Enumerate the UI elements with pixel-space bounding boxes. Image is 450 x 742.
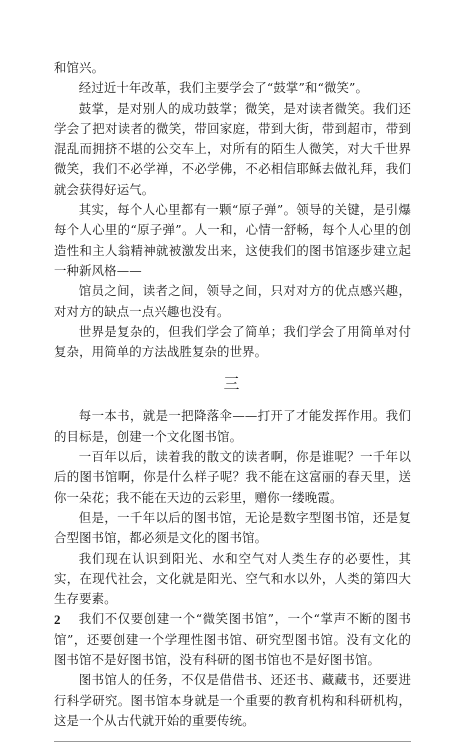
paragraph: 其实，每个人心里都有一颗“原子弹”。领导的关键，是引爆每个人心里的“原子弹”。人一和，心情一舒畅，每个人心里的创造性和主人翁精神就被激发出来，这使我们的图书馆逐步建立起一种新风格—— — [54, 202, 411, 278]
paragraph: 我们现在认识到阳光、水和空气对人类生存的必要性，其实，在现代社会，文化就是阳光、空气和水以外，人类的第四大生存要素。 — [54, 550, 411, 607]
page-number: 2 — [54, 612, 61, 627]
paragraph: 经过近十年改革，我们主要学会了“鼓掌”和“微笑”。 — [78, 80, 369, 96]
text-block-after-section — [54, 406, 411, 731]
paragraph: 世界是复杂的，但我们学会了简单；我们学会了用简单对付复杂，用简单的方法战胜复杂的世界。 — [54, 323, 411, 360]
paragraph: 图书馆人的任务，不仅是借借书、还还书、藏藏书，还要进行科学研究。图书馆本身就是一个重要的教育机构和科研机构，这是一个从古代就开始的重要传统。 — [54, 672, 411, 728]
page-body — [54, 58, 411, 742]
paragraph: 一百年以后，读着我的散文的读者啊，你是谁呢？一千年以后的图书馆啊，你是什么样子呢？我不能在这富丽的春天里，送你一朵花；我不能在天边的云彩里，赠你一缕晚霞。 — [54, 449, 411, 505]
section-title: 三 — [223, 374, 242, 394]
paragraph: 但是，一千年以后的图书馆，无论是数字型图书馆，还是复合型图书馆，都必须是文化的图书馆。 — [54, 509, 411, 546]
paragraph: 每一本书，就是一把降落伞——打开了才能发挥作用。我们的目标是，创建一个文化图书馆。 — [54, 408, 411, 444]
paragraph: 鼓掌，是对别人的成功鼓掌；微笑，是对读者微笑。我们还学会了把对读者的微笑，带回家庭，带到大街，带到超市，带到混乱而拥挤不堪的公交车上，对所有的陌生人微笑，对大千世界微笑，我们不必学禅，不必学佛，不必相信耶稣去做礼拜，我们就会获得好运气。 — [54, 100, 411, 197]
text-block-before-section — [54, 58, 411, 362]
paragraph: 和馆兴。 — [54, 60, 105, 75]
paragraph: 我们不仅要创建一个“微笑图书馆”，一个“掌声不断的图书馆”，还要创建一个学理性图书馆、研究型图书馆。没有文化的图书馆不是好图书馆，没有科研的图书馆也不是好图书馆。 — [54, 611, 411, 668]
paragraph: 馆员之间，读者之间，领导之间，只对对方的优点感兴趣，对对方的缺点一点兴趣也没有。 — [54, 283, 411, 319]
